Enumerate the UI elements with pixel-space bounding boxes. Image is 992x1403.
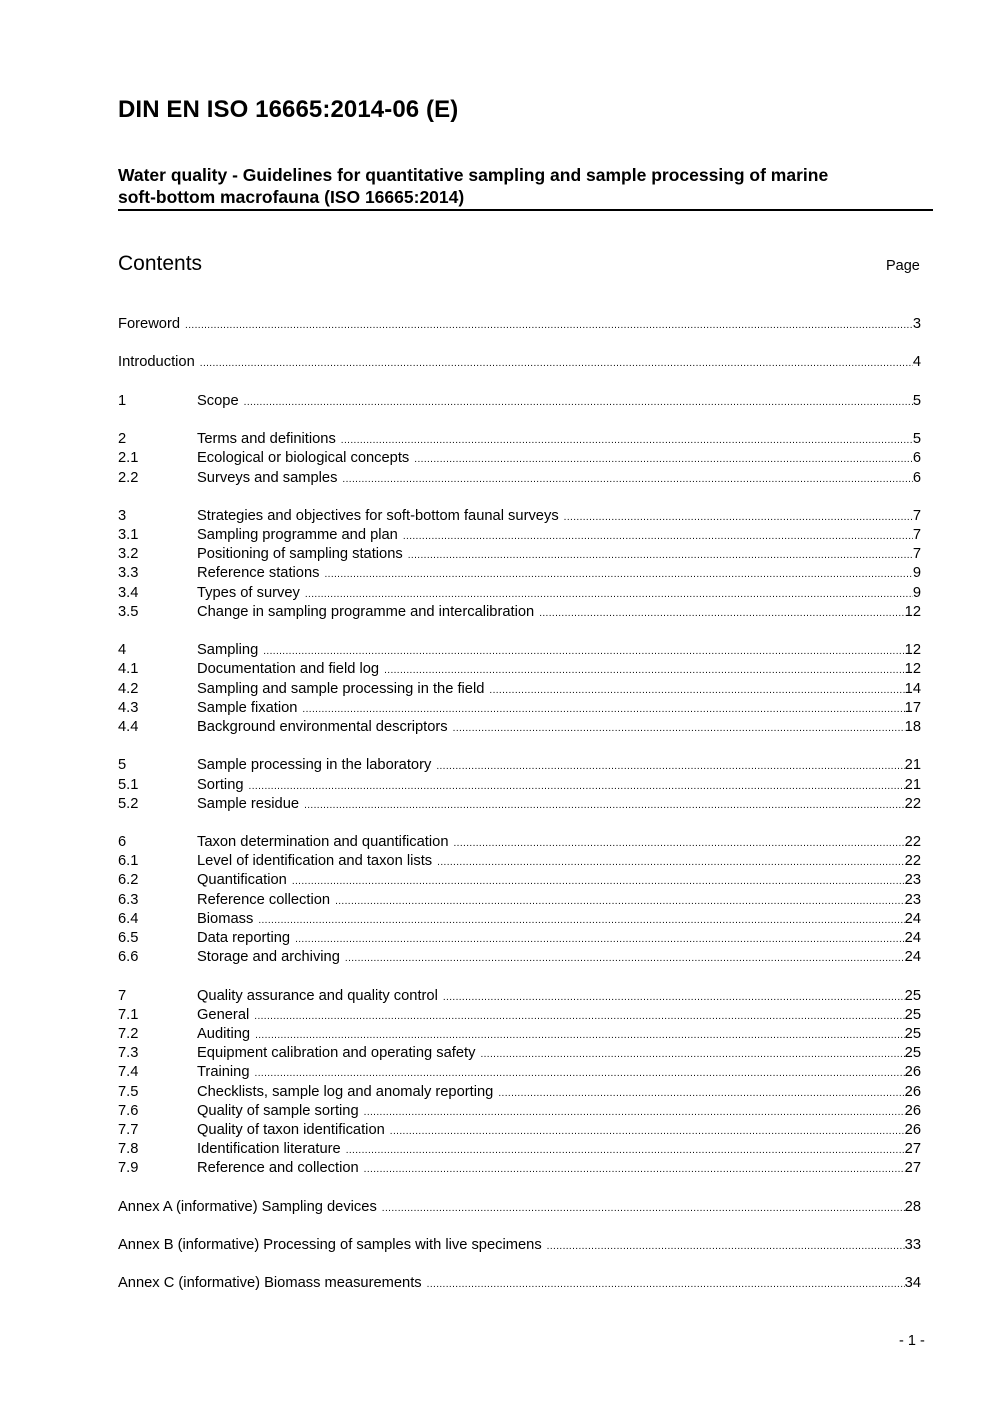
toc-entry-title: Documentation and field log <box>197 661 380 678</box>
toc-entry-page: 34 <box>904 1275 921 1292</box>
toc-entry[interactable] <box>118 354 921 373</box>
toc-entry-page: 26 <box>904 1121 921 1138</box>
toc-entry-page: 26 <box>904 1064 921 1081</box>
toc-dot-leader <box>304 801 905 811</box>
toc-entry[interactable] <box>118 1122 921 1141</box>
toc-entry-page: 14 <box>904 680 921 697</box>
toc-dot-leader <box>443 993 905 1003</box>
toc-entry[interactable] <box>118 757 921 776</box>
toc-entry[interactable] <box>118 508 921 527</box>
toc-entry-page: 21 <box>904 757 921 774</box>
toc-entry-title: Sampling and sample processing in the field <box>197 680 485 697</box>
toc-entry-page: 18 <box>904 718 921 735</box>
toc-dot-leader <box>324 570 912 580</box>
toc-entry-page: 27 <box>904 1141 921 1158</box>
toc-dot-leader <box>185 321 913 331</box>
toc-dot-leader <box>547 1242 905 1252</box>
toc-entry-title: Data reporting <box>197 930 291 946</box>
toc-dot-leader <box>454 839 905 849</box>
toc-entry-page: 4 <box>912 354 921 371</box>
toc-entry[interactable] <box>118 1026 921 1045</box>
toc-entry[interactable] <box>118 1141 921 1160</box>
toc-dot-leader <box>258 916 904 926</box>
toc-entry-page: 24 <box>904 949 921 966</box>
toc-entry-number: 2 <box>118 431 127 448</box>
toc-entry-page: 25 <box>904 1025 921 1042</box>
toc-dot-leader <box>305 590 913 600</box>
toc-dot-leader <box>292 877 905 887</box>
toc-entry-page: 7 <box>912 527 921 544</box>
toc-entry[interactable] <box>118 393 921 412</box>
toc-entry-page: 5 <box>912 392 921 409</box>
toc-entry-number: 5 <box>118 757 127 774</box>
toc-entry-number: 7.3 <box>118 1045 139 1062</box>
toc-entry[interactable] <box>118 565 921 584</box>
toc-entry-page: 9 <box>912 584 921 601</box>
toc-dot-leader <box>498 1089 904 1099</box>
document-id: DIN EN ISO 16665:2014-06 (E) <box>118 96 459 123</box>
toc-entry-page: 24 <box>904 930 921 946</box>
toc-entry-number: 6.3 <box>118 891 139 908</box>
toc-entry-number: 7.9 <box>118 1160 139 1177</box>
document-title-line-2: soft-bottom macrofauna (ISO 16665:2014) <box>118 187 465 207</box>
toc-entry-number: 7.5 <box>118 1083 139 1100</box>
toc-entry-title: Annex A (informative) Sampling devices <box>118 1198 377 1215</box>
toc-dot-leader <box>403 532 913 542</box>
toc-entry[interactable] <box>118 604 921 623</box>
toc-dot-leader <box>427 1280 905 1290</box>
toc-entry-number: 4.1 <box>118 661 139 678</box>
toc-dot-leader <box>200 359 913 369</box>
toc-dot-leader <box>364 1108 905 1118</box>
toc-entry[interactable] <box>118 700 921 719</box>
toc-entry-number: 6.2 <box>118 872 139 889</box>
toc-entry-page: 7 <box>912 507 921 524</box>
toc-entry[interactable] <box>118 892 921 911</box>
toc-dot-leader <box>382 1204 905 1214</box>
toc-entry-page: 7 <box>912 546 921 563</box>
toc-entry-page: 33 <box>904 1237 921 1253</box>
toc-entry-number: 3.4 <box>118 584 139 601</box>
toc-entry-number: 6.5 <box>118 930 139 946</box>
toc-entry[interactable] <box>118 853 921 872</box>
toc-entry-title: Terms and definitions <box>197 431 336 448</box>
toc-entry-number: 7.1 <box>118 1006 139 1023</box>
toc-entry-page: 9 <box>912 565 921 582</box>
footer-page-number: - 1 - <box>899 1333 925 1349</box>
toc-dot-leader <box>345 954 905 964</box>
toc-entry-page: 26 <box>904 1102 921 1119</box>
toc-entry-title: Taxon determination and quantification <box>197 834 449 851</box>
toc-entry-number: 5.2 <box>118 795 139 812</box>
toc-entry[interactable] <box>118 949 921 968</box>
toc-dot-leader <box>437 858 905 868</box>
toc-entry-title: Change in sampling programme and intercalibration <box>197 603 535 620</box>
toc-entry-number: 6 <box>118 834 127 851</box>
toc-entry-number: 7 <box>118 987 127 1004</box>
toc-entry-title: Sampling <box>197 642 259 659</box>
page-column-label: Page <box>886 258 920 274</box>
toc-entry-title: Biomass <box>197 910 254 927</box>
toc-entry[interactable] <box>118 1064 921 1083</box>
toc-entry[interactable] <box>118 719 921 738</box>
toc-entry-title: Reference collection <box>197 891 331 908</box>
toc-entry-number: 6.6 <box>118 949 139 966</box>
toc-entry-number: 4.4 <box>118 718 139 735</box>
toc-dot-leader <box>408 551 913 561</box>
toc-entry-number: 4.2 <box>118 680 139 697</box>
toc-entry-page: 25 <box>904 1006 921 1023</box>
toc-entry-page: 12 <box>904 603 921 620</box>
toc-entry-title: Training <box>197 1064 250 1081</box>
toc-dot-leader <box>414 455 913 465</box>
toc-entry-title: Types of survey <box>197 584 300 601</box>
toc-entry-page: 27 <box>904 1160 921 1177</box>
toc-dot-leader <box>453 724 905 734</box>
toc-dot-leader <box>384 666 905 676</box>
toc-dot-leader <box>249 782 905 792</box>
toc-dot-leader <box>254 1012 904 1022</box>
toc-entry[interactable] <box>118 834 921 853</box>
toc-entry-number: 1 <box>118 392 127 409</box>
toc-dot-leader <box>302 705 904 715</box>
toc-entry[interactable] <box>118 1237 921 1256</box>
document-title <box>118 164 933 211</box>
toc-entry-number: 3.3 <box>118 565 139 582</box>
toc-entry[interactable] <box>118 431 921 450</box>
toc-entry-page: 12 <box>904 661 921 678</box>
toc-dot-leader <box>263 647 904 657</box>
toc-entry-title: Scope <box>197 392 239 409</box>
toc-entry-number: 7.7 <box>118 1121 139 1138</box>
toc-entry-number: 4.3 <box>118 699 139 716</box>
toc-entry-page: 3 <box>912 316 921 332</box>
toc-entry-page: 6 <box>912 469 921 486</box>
toc-entry-number: 7.8 <box>118 1141 139 1158</box>
toc-entry-number: 2.2 <box>118 469 139 486</box>
toc-entry[interactable] <box>118 661 921 680</box>
toc-entry[interactable] <box>118 1045 921 1064</box>
toc-entry-title: Quantification <box>197 872 287 889</box>
toc-entry-number: 6.1 <box>118 853 139 870</box>
toc-entry-title: Reference stations <box>197 565 320 582</box>
toc-entry-title: Quality of taxon identification <box>197 1121 385 1138</box>
toc-entry[interactable] <box>118 930 921 949</box>
toc-entry[interactable] <box>118 527 921 546</box>
toc-entry-title: Storage and archiving <box>197 949 340 966</box>
toc-entry-number: 5.1 <box>118 776 139 793</box>
toc-entry-title: Reference and collection <box>197 1160 359 1177</box>
toc-entry-title: Sample residue <box>197 795 300 812</box>
toc-dot-leader <box>489 686 904 696</box>
toc-entry-page: 28 <box>904 1198 921 1215</box>
toc-entry-title: Sample processing in the laboratory <box>197 757 432 774</box>
toc-entry-title: Surveys and samples <box>197 469 338 486</box>
toc-entry-page: 12 <box>904 642 921 659</box>
toc-entry-page: 21 <box>904 776 921 793</box>
toc-dot-leader <box>346 1146 905 1156</box>
toc-dot-leader <box>480 1050 904 1060</box>
toc-entry-number: 2.1 <box>118 450 139 467</box>
toc-entry[interactable] <box>118 642 921 661</box>
toc-entry-title: Annex B (informative) Processing of samples with live specimens <box>118 1237 542 1253</box>
toc-entry-title: Foreword <box>118 316 181 332</box>
toc-entry-page: 17 <box>904 699 921 716</box>
toc-entry[interactable] <box>118 1103 921 1122</box>
toc-entry-number: 7.2 <box>118 1025 139 1042</box>
toc-entry-title: Annex C (informative) Biomass measurements <box>118 1275 422 1292</box>
toc-entry-title: Quality of sample sorting <box>197 1102 359 1119</box>
toc-dot-leader <box>564 513 913 523</box>
toc-entry[interactable] <box>118 1160 921 1179</box>
toc-entry[interactable] <box>118 911 921 930</box>
toc-entry-title: Quality assurance and quality control <box>197 987 438 1004</box>
toc-entry[interactable] <box>118 316 921 335</box>
toc-dot-leader <box>436 762 904 772</box>
toc-entry-title: Equipment calibration and operating safety <box>197 1045 476 1062</box>
toc-entry[interactable] <box>118 1084 921 1103</box>
toc-dot-leader <box>335 897 905 907</box>
toc-entry-title: Checklists, sample log and anomaly reporting <box>197 1083 494 1100</box>
document-title-line-1: Water quality - Guidelines for quantitative sampling and sample processing of marine <box>118 165 829 185</box>
toc-entry-page: 5 <box>912 431 921 448</box>
toc-entry[interactable] <box>118 470 921 489</box>
toc-entry[interactable] <box>118 777 921 796</box>
toc-entry-title: Sampling programme and plan <box>197 527 398 544</box>
contents-heading: Contents <box>118 252 203 275</box>
toc-entry-page: 26 <box>904 1083 921 1100</box>
toc-entry-title: Identification literature <box>197 1141 341 1158</box>
toc-dot-leader <box>255 1031 905 1041</box>
toc-entry[interactable] <box>118 1007 921 1026</box>
toc-entry[interactable] <box>118 796 921 815</box>
toc-entry-number: 7.6 <box>118 1102 139 1119</box>
toc-dot-leader <box>295 935 905 945</box>
toc-entry[interactable] <box>118 988 921 1007</box>
toc-entry-page: 22 <box>904 834 921 851</box>
toc-dot-leader <box>341 436 913 446</box>
toc-entry-title: Strategies and objectives for soft-bottom faunal surveys <box>197 507 559 524</box>
toc-entry-page: 22 <box>904 795 921 812</box>
table-of-contents <box>118 316 921 1295</box>
toc-entry-title: Sample fixation <box>197 699 298 716</box>
toc-entry-title: Positioning of sampling stations <box>197 546 403 563</box>
toc-entry[interactable] <box>118 872 921 891</box>
toc-entry-number: 3 <box>118 507 127 524</box>
toc-entry-title: General <box>197 1006 250 1023</box>
toc-entry-page: 23 <box>904 872 921 889</box>
toc-dot-leader <box>390 1127 905 1137</box>
toc-entry-page: 23 <box>904 891 921 908</box>
toc-entry-number: 6.4 <box>118 910 139 927</box>
toc-entry-page: 6 <box>912 450 921 467</box>
toc-entry-title: Ecological or biological concepts <box>197 450 410 467</box>
toc-entry-page: 22 <box>904 853 921 870</box>
toc-entry-number: 4 <box>118 642 127 659</box>
toc-entry-number: 3.5 <box>118 603 139 620</box>
toc-entry-title: Introduction <box>118 354 195 371</box>
toc-entry-title: Background environmental descriptors <box>197 718 448 735</box>
toc-entry-title: Sorting <box>197 776 244 793</box>
toc-entry-page: 25 <box>904 987 921 1004</box>
toc-entry-page: 25 <box>904 1045 921 1062</box>
toc-entry[interactable] <box>118 450 921 469</box>
toc-dot-leader <box>342 475 912 485</box>
toc-entry[interactable] <box>118 585 921 604</box>
toc-entry-number: 3.1 <box>118 527 139 544</box>
toc-entry-number: 3.2 <box>118 546 139 563</box>
toc-entry-number: 7.4 <box>118 1064 139 1081</box>
toc-dot-leader <box>255 1069 905 1079</box>
toc-dot-leader <box>364 1165 905 1175</box>
toc-entry-title: Level of identification and taxon lists <box>197 853 433 870</box>
toc-dot-leader <box>539 609 904 619</box>
toc-entry[interactable] <box>118 1275 921 1294</box>
toc-entry-title: Auditing <box>197 1025 251 1042</box>
toc-entry[interactable] <box>118 681 921 700</box>
toc-entry[interactable] <box>118 1199 921 1218</box>
toc-dot-leader <box>244 398 913 408</box>
toc-entry-page: 24 <box>904 910 921 927</box>
toc-entry[interactable] <box>118 546 921 565</box>
